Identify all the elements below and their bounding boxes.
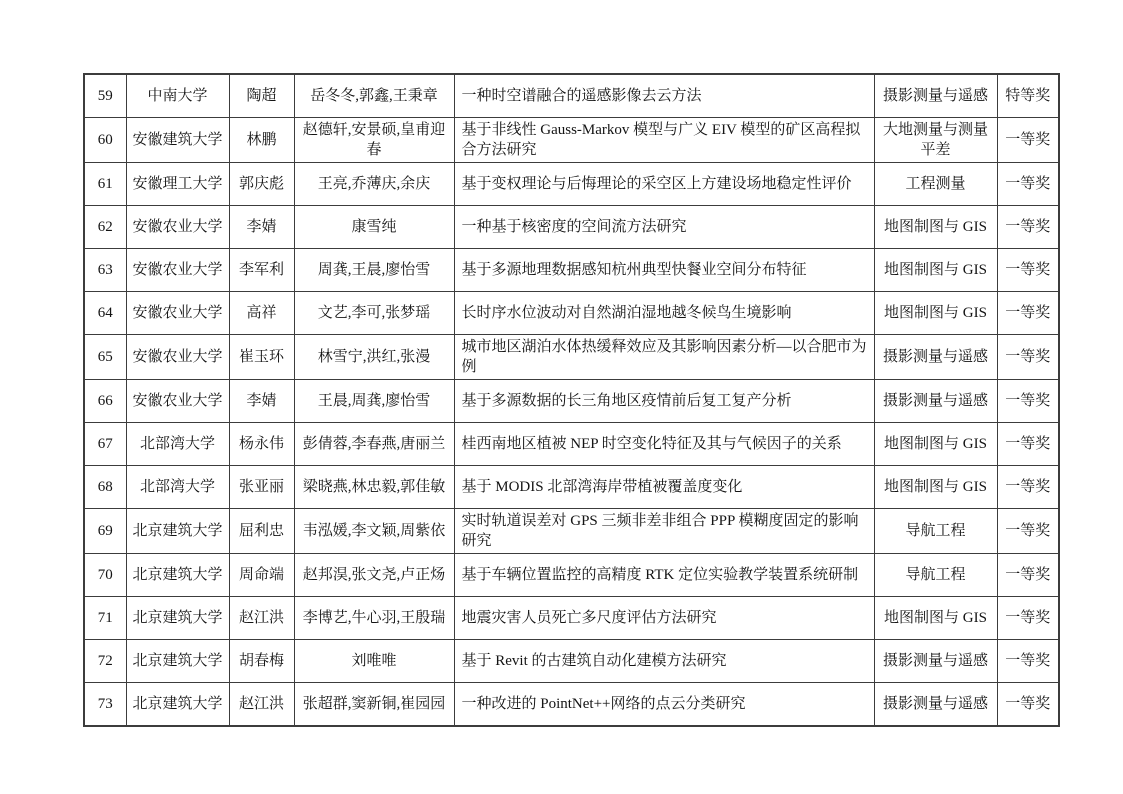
cell-team-members: 文艺,李可,张梦瑶 [294, 292, 454, 335]
cell-award-level: 一等奖 [997, 640, 1059, 683]
table-row [84, 597, 1059, 640]
table-row [84, 292, 1059, 335]
cell-advisor: 胡春梅 [229, 640, 294, 683]
cell-serial-number: 72 [84, 640, 126, 683]
cell-team-members: 张超群,窦新铜,崔园园 [294, 683, 454, 727]
cell-category: 地图制图与 GIS [874, 206, 997, 249]
cell-serial-number: 66 [84, 380, 126, 423]
cell-team-members: 王亮,乔薄庆,余庆 [294, 163, 454, 206]
table-row [84, 118, 1059, 163]
cell-award-level: 一等奖 [997, 380, 1059, 423]
cell-serial-number: 63 [84, 249, 126, 292]
cell-category: 导航工程 [874, 554, 997, 597]
cell-team-members: 赵德轩,安景硕,皇甫迎春 [294, 118, 454, 163]
cell-team-members: 岳冬冬,郭鑫,王秉章 [294, 74, 454, 118]
cell-serial-number: 59 [84, 74, 126, 118]
cell-university: 北京建筑大学 [126, 509, 229, 554]
cell-serial-number: 62 [84, 206, 126, 249]
cell-work-title: 基于 Revit 的古建筑自动化建模方法研究 [454, 640, 874, 683]
table-row [84, 249, 1059, 292]
cell-team-members: 王晨,周龚,廖怡雪 [294, 380, 454, 423]
cell-university: 安徽农业大学 [126, 380, 229, 423]
cell-award-level: 一等奖 [997, 292, 1059, 335]
cell-work-title: 基于车辆位置监控的高精度 RTK 定位实验教学装置系统研制 [454, 554, 874, 597]
cell-team-members: 韦泓媛,李文颖,周紫依 [294, 509, 454, 554]
cell-university: 北部湾大学 [126, 466, 229, 509]
cell-team-members: 梁晓燕,林忠毅,郭佳敏 [294, 466, 454, 509]
cell-university: 北京建筑大学 [126, 683, 229, 727]
cell-team-members: 康雪纯 [294, 206, 454, 249]
cell-serial-number: 73 [84, 683, 126, 727]
cell-award-level: 特等奖 [997, 74, 1059, 118]
cell-category: 摄影测量与遥感 [874, 640, 997, 683]
cell-university: 北京建筑大学 [126, 554, 229, 597]
cell-work-title: 桂西南地区植被 NEP 时空变化特征及其与气候因子的关系 [454, 423, 874, 466]
cell-award-level: 一等奖 [997, 118, 1059, 163]
table-row [84, 683, 1059, 727]
cell-serial-number: 67 [84, 423, 126, 466]
cell-work-title: 地震灾害人员死亡多尺度评估方法研究 [454, 597, 874, 640]
cell-advisor: 崔玉环 [229, 335, 294, 380]
table-row [84, 380, 1059, 423]
cell-university: 安徽农业大学 [126, 249, 229, 292]
cell-serial-number: 64 [84, 292, 126, 335]
cell-category: 摄影测量与遥感 [874, 683, 997, 727]
cell-team-members: 周龚,王晨,廖怡雪 [294, 249, 454, 292]
cell-work-title: 一种改进的 PointNet++网络的点云分类研究 [454, 683, 874, 727]
award-table-body [84, 74, 1059, 726]
table-row [84, 206, 1059, 249]
cell-category: 地图制图与 GIS [874, 466, 997, 509]
cell-advisor: 赵江洪 [229, 683, 294, 727]
cell-category: 地图制图与 GIS [874, 292, 997, 335]
cell-work-title: 基于多源数据的长三角地区疫情前后复工复产分析 [454, 380, 874, 423]
cell-serial-number: 69 [84, 509, 126, 554]
table-row [84, 554, 1059, 597]
cell-category: 地图制图与 GIS [874, 423, 997, 466]
cell-category: 导航工程 [874, 509, 997, 554]
cell-award-level: 一等奖 [997, 683, 1059, 727]
cell-team-members: 刘唯唯 [294, 640, 454, 683]
cell-award-level: 一等奖 [997, 206, 1059, 249]
cell-work-title: 基于非线性 Gauss-Markov 模型与广义 EIV 模型的矿区高程拟合方法研究 [454, 118, 874, 163]
table-row [84, 163, 1059, 206]
cell-work-title: 城市地区湖泊水体热缓释效应及其影响因素分析—以合肥市为例 [454, 335, 874, 380]
cell-team-members: 林雪宁,洪红,张漫 [294, 335, 454, 380]
table-row [84, 640, 1059, 683]
cell-university: 安徽农业大学 [126, 206, 229, 249]
cell-award-level: 一等奖 [997, 335, 1059, 380]
cell-university: 北部湾大学 [126, 423, 229, 466]
cell-university: 安徽农业大学 [126, 335, 229, 380]
cell-team-members: 李博艺,牛心羽,王殷瑞 [294, 597, 454, 640]
cell-advisor: 李婧 [229, 206, 294, 249]
cell-university: 安徽建筑大学 [126, 118, 229, 163]
table-row [84, 335, 1059, 380]
cell-category: 地图制图与 GIS [874, 597, 997, 640]
cell-university: 北京建筑大学 [126, 640, 229, 683]
cell-advisor: 张亚丽 [229, 466, 294, 509]
cell-award-level: 一等奖 [997, 554, 1059, 597]
cell-category: 地图制图与 GIS [874, 249, 997, 292]
cell-award-level: 一等奖 [997, 597, 1059, 640]
cell-award-level: 一等奖 [997, 466, 1059, 509]
cell-award-level: 一等奖 [997, 509, 1059, 554]
cell-award-level: 一等奖 [997, 423, 1059, 466]
cell-advisor: 赵江洪 [229, 597, 294, 640]
cell-serial-number: 61 [84, 163, 126, 206]
cell-advisor: 陶超 [229, 74, 294, 118]
cell-advisor: 高祥 [229, 292, 294, 335]
table-row [84, 423, 1059, 466]
cell-work-title: 长时序水位波动对自然湖泊湿地越冬候鸟生境影响 [454, 292, 874, 335]
cell-serial-number: 70 [84, 554, 126, 597]
cell-serial-number: 71 [84, 597, 126, 640]
award-table [83, 73, 1060, 727]
cell-category: 摄影测量与遥感 [874, 74, 997, 118]
cell-serial-number: 60 [84, 118, 126, 163]
cell-advisor: 周命端 [229, 554, 294, 597]
cell-category: 摄影测量与遥感 [874, 335, 997, 380]
cell-work-title: 基于变权理论与后悔理论的采空区上方建设场地稳定性评价 [454, 163, 874, 206]
cell-work-title: 基于多源地理数据感知杭州典型快餐业空间分布特征 [454, 249, 874, 292]
cell-advisor: 郭庆彪 [229, 163, 294, 206]
cell-advisor: 李军利 [229, 249, 294, 292]
cell-team-members: 赵邦淏,张文尧,卢正炀 [294, 554, 454, 597]
cell-advisor: 李婧 [229, 380, 294, 423]
cell-team-members: 彭倩蓉,李春燕,唐丽兰 [294, 423, 454, 466]
cell-university: 北京建筑大学 [126, 597, 229, 640]
cell-award-level: 一等奖 [997, 249, 1059, 292]
cell-work-title: 一种基于核密度的空间流方法研究 [454, 206, 874, 249]
table-row [84, 466, 1059, 509]
cell-advisor: 林鹏 [229, 118, 294, 163]
cell-category: 大地测量与测量平差 [874, 118, 997, 163]
table-row [84, 74, 1059, 118]
cell-serial-number: 68 [84, 466, 126, 509]
cell-university: 安徽农业大学 [126, 292, 229, 335]
cell-work-title: 一种时空谱融合的遥感影像去云方法 [454, 74, 874, 118]
cell-advisor: 屈利忠 [229, 509, 294, 554]
cell-university: 安徽理工大学 [126, 163, 229, 206]
cell-serial-number: 65 [84, 335, 126, 380]
cell-work-title: 基于 MODIS 北部湾海岸带植被覆盖度变化 [454, 466, 874, 509]
cell-category: 工程测量 [874, 163, 997, 206]
cell-work-title: 实时轨道误差对 GPS 三频非差非组合 PPP 模糊度固定的影响研究 [454, 509, 874, 554]
cell-category: 摄影测量与遥感 [874, 380, 997, 423]
table-row [84, 509, 1059, 554]
cell-university: 中南大学 [126, 74, 229, 118]
cell-award-level: 一等奖 [997, 163, 1059, 206]
cell-advisor: 杨永伟 [229, 423, 294, 466]
